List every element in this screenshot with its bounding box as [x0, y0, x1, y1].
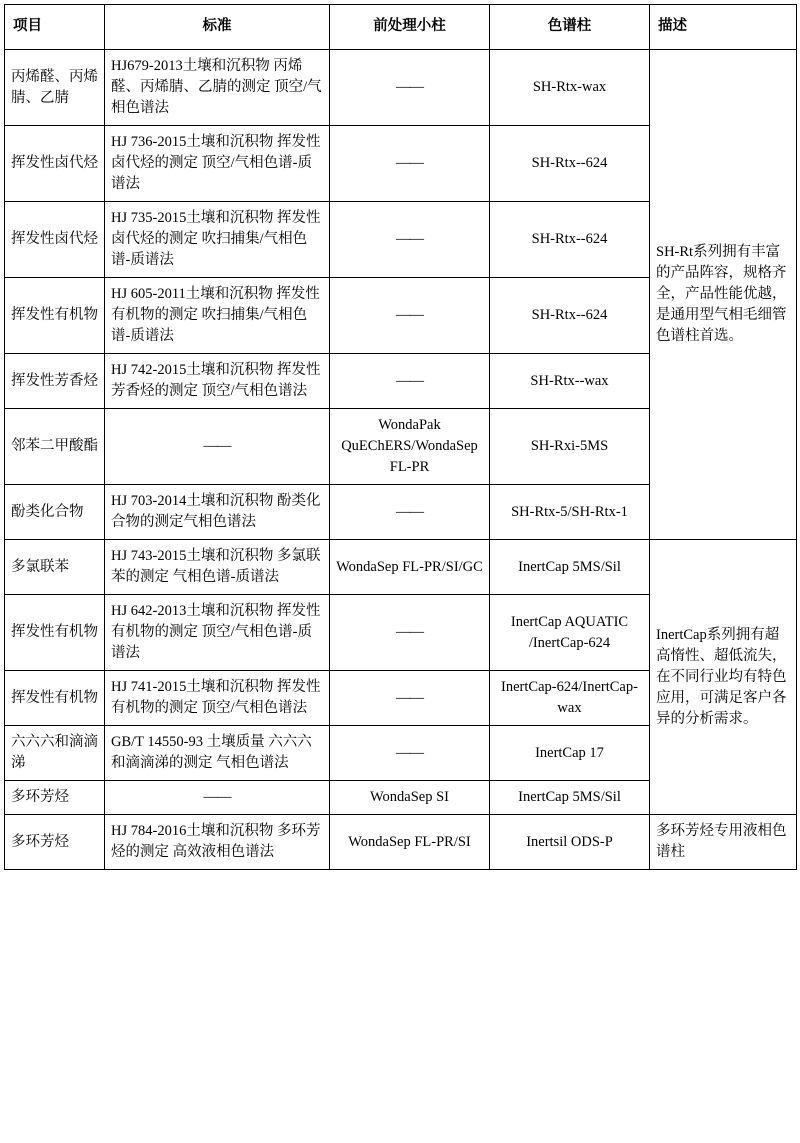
specification-table [4, 4, 797, 870]
cell-column: SH-Rxi-5MS [490, 409, 650, 485]
cell-item: 酚类化合物 [5, 485, 105, 540]
cell-pretreatment: —— [330, 485, 490, 540]
cell-item: 挥发性卤代烃 [5, 202, 105, 278]
cell-pretreatment: WondaSep FL-PR/SI [330, 815, 490, 870]
cell-item: 挥发性有机物 [5, 595, 105, 671]
cell-pretreatment: —— [330, 595, 490, 671]
table-row [5, 815, 797, 870]
cell-pretreatment: —— [330, 278, 490, 354]
column-header-item: 项目 [5, 5, 105, 50]
cell-item: 多环芳烃 [5, 781, 105, 815]
cell-item: 挥发性芳香烃 [5, 354, 105, 409]
column-header-pretreatment: 前处理小柱 [330, 5, 490, 50]
cell-item: 多氯联苯 [5, 540, 105, 595]
cell-item: 多环芳烃 [5, 815, 105, 870]
cell-standard: —— [105, 781, 330, 815]
cell-description: InertCap系列拥有超高惰性、超低流失，在不同行业均有特色应用，可满足客户各异的分析需求。 [650, 540, 797, 815]
cell-pretreatment: WondaSep SI [330, 781, 490, 815]
cell-pretreatment: —— [330, 354, 490, 409]
cell-column: SH-Rtx-5/SH-Rtx-1 [490, 485, 650, 540]
cell-standard: HJ 703-2014土壤和沉积物 酚类化合物的测定气相色谱法 [105, 485, 330, 540]
cell-standard: —— [105, 409, 330, 485]
cell-column: InertCap 5MS/Sil [490, 781, 650, 815]
cell-pretreatment: —— [330, 726, 490, 781]
table-row [5, 50, 797, 126]
cell-item: 丙烯醛、丙烯腈、乙腈 [5, 50, 105, 126]
cell-item: 六六六和滴滴涕 [5, 726, 105, 781]
cell-column: SH-Rtx--624 [490, 202, 650, 278]
cell-standard: HJ 784-2016土壤和沉积物 多环芳烃的测定 高效液相色谱法 [105, 815, 330, 870]
cell-item: 挥发性有机物 [5, 278, 105, 354]
cell-pretreatment: WondaPak QuEChERS/WondaSep FL-PR [330, 409, 490, 485]
table-header [5, 5, 797, 50]
cell-description: SH-Rt系列拥有丰富的产品阵容，规格齐全，产品性能优越，是通用型气相毛细管色谱柱首选。 [650, 50, 797, 540]
column-header-column: 色谱柱 [490, 5, 650, 50]
cell-standard: HJ 742-2015土壤和沉积物 挥发性芳香烃的测定 顶空/气相色谱法 [105, 354, 330, 409]
cell-item: 邻苯二甲酸酯 [5, 409, 105, 485]
cell-description: 多环芳烃专用液相色谱柱 [650, 815, 797, 870]
cell-pretreatment: —— [330, 126, 490, 202]
cell-standard: HJ 743-2015土壤和沉积物 多氯联苯的测定 气相色谱-质谱法 [105, 540, 330, 595]
cell-item: 挥发性卤代烃 [5, 126, 105, 202]
cell-standard: HJ 605-2011土壤和沉积物 挥发性有机物的测定 吹扫捕集/气相色谱-质谱法 [105, 278, 330, 354]
cell-column: InertCap 5MS/Sil [490, 540, 650, 595]
cell-pretreatment: —— [330, 50, 490, 126]
cell-standard: GB/T 14550-93 土壤质量 六六六和滴滴涕的测定 气相色谱法 [105, 726, 330, 781]
cell-column: InertCap-624/InertCap-wax [490, 671, 650, 726]
cell-standard: HJ 736-2015土壤和沉积物 挥发性卤代烃的测定 顶空/气相色谱-质谱法 [105, 126, 330, 202]
table-body [5, 50, 797, 870]
cell-column: InertCap 17 [490, 726, 650, 781]
cell-pretreatment: —— [330, 671, 490, 726]
cell-column: SH-Rtx-wax [490, 50, 650, 126]
cell-pretreatment: WondaSep FL-PR/SI/GC [330, 540, 490, 595]
table-header-row [5, 5, 797, 50]
cell-column: SH-Rtx--wax [490, 354, 650, 409]
table-row [5, 540, 797, 595]
cell-column: Inertsil ODS-P [490, 815, 650, 870]
cell-pretreatment: —— [330, 202, 490, 278]
cell-standard: HJ 741-2015土壤和沉积物 挥发性有机物的测定 顶空/气相色谱法 [105, 671, 330, 726]
cell-standard: HJ679-2013土壤和沉积物 丙烯醛、丙烯腈、乙腈的测定 顶空/气相色谱法 [105, 50, 330, 126]
cell-column: SH-Rtx--624 [490, 126, 650, 202]
cell-column: InertCap AQUATIC /InertCap-624 [490, 595, 650, 671]
column-header-standard: 标准 [105, 5, 330, 50]
cell-standard: HJ 735-2015土壤和沉积物 挥发性卤代烃的测定 吹扫捕集/气相色谱-质谱法 [105, 202, 330, 278]
cell-item: 挥发性有机物 [5, 671, 105, 726]
cell-standard: HJ 642-2013土壤和沉积物 挥发性有机物的测定 顶空/气相色谱-质谱法 [105, 595, 330, 671]
cell-column: SH-Rtx--624 [490, 278, 650, 354]
column-header-description: 描述 [650, 5, 797, 50]
